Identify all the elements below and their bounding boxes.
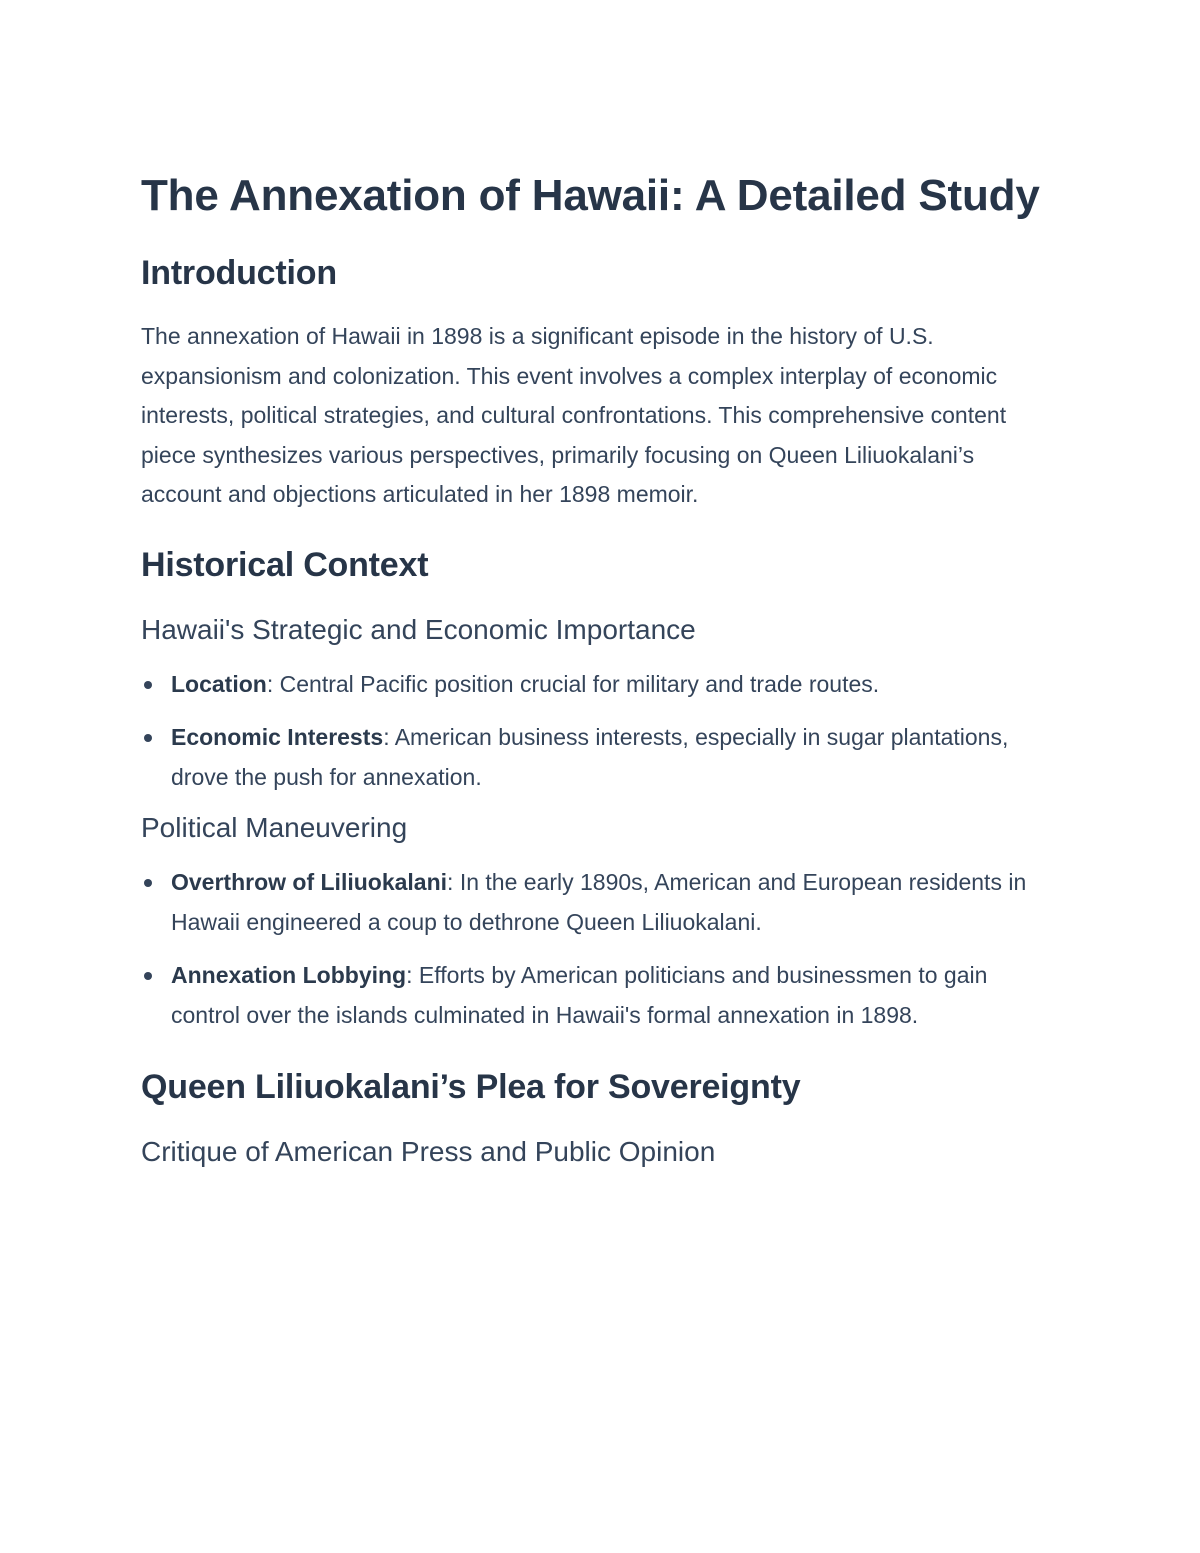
political-maneuvering-heading: Political Maneuvering [141,812,408,843]
list-item-term: Economic Interests [171,724,384,750]
list-item-text: : American business interests, especially in sugar plantations, drove the push for annexation. [171,724,1009,790]
document-title: The Annexation of Hawaii: A Detailed Study [141,171,1040,220]
list-item-term: Annexation Lobbying [171,962,407,988]
list-item [141,863,1061,942]
list-item [141,718,1061,797]
strategic-importance-heading: Hawaii's Strategic and Economic Importance [141,613,696,645]
list-item-term: Location [171,670,267,697]
list-item [141,665,1061,705]
list-item-text: : Efforts by American politicians and businessmen to gain control over the islands culminated in Hawaii's formal annexation in 1898. [171,962,988,1028]
historical-context-heading: Historical Context [141,545,429,584]
list-item-text: : In the early 1890s, American and European residents in Hawaii engineered a coup to dethrone Queen Liliuokalani. [171,869,1027,935]
bullet-icon [144,972,152,980]
strategic-importance-list [141,665,1061,798]
introduction-heading: Introduction [141,254,337,292]
plea-heading: Queen Liliuokalani’s Plea for Sovereignty [141,1068,801,1106]
document-page [141,165,1061,1171]
list-item [141,956,1061,1035]
bullet-icon [144,734,152,742]
list-item-text: : Central Pacific position crucial for military and trade routes. [266,670,880,697]
political-maneuvering-list [141,863,1061,1035]
bullet-icon [144,879,152,887]
introduction-paragraph: The annexation of Hawaii in 1898 is a significant episode in the history of U.S. expansionism and colonization. This event involves a complex interplay of economic interests, political strategies, and cultural confrontations. This comprehensive content piece synthesizes various perspectives, primarily focusing on Queen Liliuokalani’s account and objections articulated in her 1898 memoir. [141,323,1007,507]
bullet-icon [144,681,152,689]
critique-heading: Critique of American Press and Public Opinion [141,1136,716,1167]
list-item-term: Overthrow of Liliuokalani [171,869,448,895]
